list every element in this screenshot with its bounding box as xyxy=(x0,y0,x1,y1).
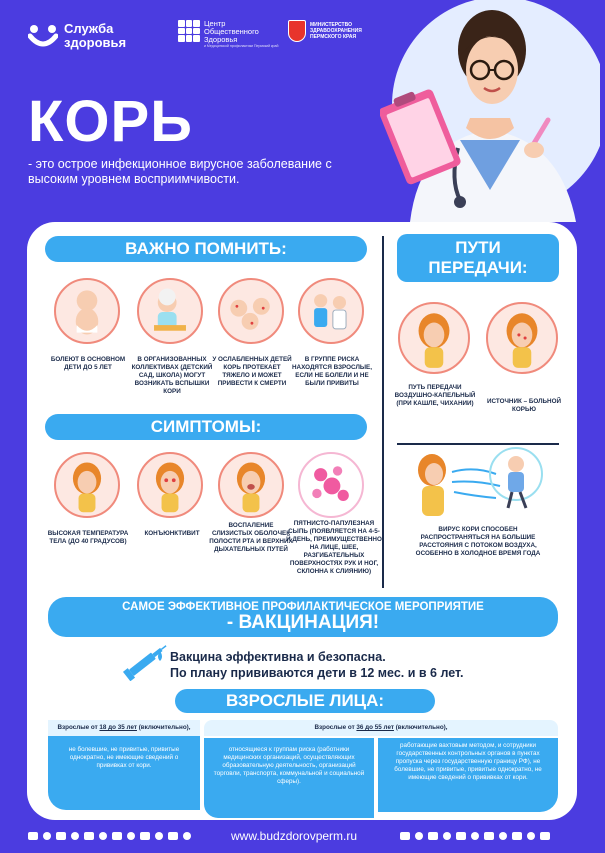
vaccination-banner-line1: САМОЕ ЭФФЕКТИВНОЕ ПРОФИЛАКТИЧЕСКОЕ МЕРОПРИЯТИЕ xyxy=(122,601,484,613)
symptom-caption-2: КОНЪЮНКТИВИТ xyxy=(144,530,200,537)
vaccination-line2: По плану прививаются дети в 12 мес. и в 6 лет. xyxy=(170,666,464,680)
page-subtitle: - это острое инфекционное вирусное заболевание с высоким уровнем восприимчивости. xyxy=(28,157,332,186)
important-caption-2: В ОРГАНИЗОВАННЫХ КОЛЛЕКТИВАХ (ДЕТСКИЙ САД, ШКОЛА) МОГУТ ВОЗНИКАТЬ ВСПЫШКИ КОРИ xyxy=(131,356,213,395)
spread-caption: ВИРУС КОРИ СПОСОБЕН РАСПРОСТРАНЯТЬСЯ НА БОЛЬШИЕ РАССТОЯНИЯ С ПОТОКОМ ВОЗДУХА, ОСОБЕННО В ХОЛОДНОЕ ВРЕМЯ ГОДА xyxy=(415,526,541,557)
symptom-circle-mouth xyxy=(218,452,284,518)
symptom-caption-4: ПЯТНИСТО-ПАПУЛЕЗНАЯ СЫПЬ (ПОЯВЛЯЕТСЯ НА 4-5-Й ДЕНЬ, ПРЕИМУЩЕСТВЕННО НА ЛИЦЕ, ШЕЕ, РАЗГИБАТЕЛЬНЫХ ПОВЕРХНОСТЯХ РУК И НОГ, СКЛОННА К СЛИЯНИЮ) xyxy=(286,520,382,575)
adult-box3-body: работающие вахтовым методом, и сотрудники государственных контрольных органов в пунктах пропуска через государственную границу РФ), не болевшие, не привитые, привитые однократно, не имеющие сведений о прививках от кори. xyxy=(394,742,542,781)
adult-box2-header: Взрослые от 36 до 55 лет (включительно), xyxy=(204,720,558,736)
symptom-caption-3: ВОСПАЛЕНИЕ СЛИЗИСТЫХ ОБОЛОЧЕК ПОЛОСТИ РТА И ВЕРХНИХ ДЫХАТЕЛЬНЫХ ПУТЕЙ xyxy=(209,522,293,553)
important-circle-sick-children xyxy=(218,278,284,344)
adult-box2-body: относящиеся к группам риска (работники медицинских организаций, осуществляющих образовательную деятельность, организаций торговли, транспорта, коммунальной и социальной сферы). xyxy=(213,746,365,785)
transmission-heading-line1: ПУТИ xyxy=(455,238,501,257)
airborne-spread-illustration xyxy=(404,442,552,518)
adult-box1-body: не болевшие, не привитые, привитые однократно, не имеющие сведений о прививках от кори. xyxy=(68,746,180,769)
footer-dots-left xyxy=(28,832,191,840)
logo-coz-line1: Центр xyxy=(204,19,226,28)
adult-box-18-35 xyxy=(48,720,200,810)
crest-icon xyxy=(288,20,306,42)
important-caption-4: В ГРУППЕ РИСКА НАХОДЯТСЯ ВЗРОСЛЫЕ, ЕСЛИ НЕ БОЛЕЛИ И НЕ БЫЛИ ПРИВИТЫ xyxy=(292,356,372,387)
important-caption-1: БОЛЕЮТ В ОСНОВНОМ ДЕТИ ДО 5 ЛЕТ xyxy=(50,356,126,371)
logo-min-line2: ЗДРАВООХРАНЕНИЯ xyxy=(310,28,362,34)
logo-sz-line1: Служба xyxy=(64,21,114,36)
logo-ministry xyxy=(288,20,362,42)
vaccination-banner xyxy=(48,597,558,637)
transmission-circle-airborne xyxy=(398,302,470,374)
logo-center-public-health xyxy=(178,20,278,48)
doctor-illustration xyxy=(380,0,600,222)
logo-coz-line2: Общественного xyxy=(204,27,259,36)
logo-sz-line2: здоровья xyxy=(64,35,127,50)
transmission-heading-line2: ПЕРЕДАЧИ: xyxy=(428,258,528,277)
page-title: КОРЬ xyxy=(28,89,193,154)
adult-box2-left xyxy=(204,738,374,818)
important-caption-3: У ОСЛАБЛЕННЫХ ДЕТЕЙ КОРЬ ПРОТЕКАЕТ ТЯЖЕЛО И МОЖЕТ ПРИВЕСТИ К СМЕРТИ xyxy=(212,356,292,387)
logo-coz-small: и Медицинской профилактики Пермский край xyxy=(204,44,279,48)
vaccination-line1: Вакцина эффективна и безопасна. xyxy=(170,650,386,664)
important-circle-kindergarten xyxy=(137,278,203,344)
symptom-circle-fever xyxy=(54,452,120,518)
symptoms-heading: СИМПТОМЫ: xyxy=(45,414,367,440)
logo-min-line1: МИНИСТЕРСТВО xyxy=(310,22,352,28)
logo-coz-line3: Здоровья xyxy=(204,35,238,44)
vaccination-banner-line2: - ВАКЦИНАЦИЯ! xyxy=(226,612,380,633)
symptom-caption-1: ВЫСОКАЯ ТЕМПЕРАТУРА ТЕЛА (ДО 40 ГРАДУСОВ) xyxy=(47,530,129,545)
important-heading: ВАЖНО ПОМНИТЬ: xyxy=(45,236,367,262)
transmission-circle-source xyxy=(486,302,558,374)
footer-url[interactable]: www.budzdorovperm.ru xyxy=(231,829,358,843)
transmission-caption-2: ИСТОЧНИК – БОЛЬНОЙ КОРЬЮ xyxy=(486,398,562,413)
symptom-circle-conjunctivitis xyxy=(137,452,203,518)
adult-box2-right xyxy=(378,738,558,812)
syringe-icon xyxy=(118,643,170,681)
footer xyxy=(0,826,605,846)
smile-heart-icon xyxy=(28,24,58,48)
important-circle-adults xyxy=(298,278,364,344)
grid-logo-icon xyxy=(178,20,200,42)
footer-dots-right xyxy=(400,832,550,840)
adults-heading: ВЗРОСЛЫЕ ЛИЦА: xyxy=(175,689,435,713)
logo-min-line3: ПЕРМСКОГО КРАЯ xyxy=(310,34,357,40)
transmission-heading xyxy=(397,234,559,282)
symptom-circle-rash xyxy=(298,452,364,518)
column-divider xyxy=(382,236,384,588)
logo-sluzhba-zdorovya xyxy=(28,22,126,50)
transmission-caption-1: ПУТЬ ПЕРЕДАЧИ ВОЗДУШНО-КАПЕЛЬНЫЙ (ПРИ КАШЛЕ, ЧИХАНИИ) xyxy=(394,384,476,407)
important-circle-toddler xyxy=(54,278,120,344)
adult-box1-header: Взрослые от 18 до 35 лет (включительно), xyxy=(48,720,200,736)
